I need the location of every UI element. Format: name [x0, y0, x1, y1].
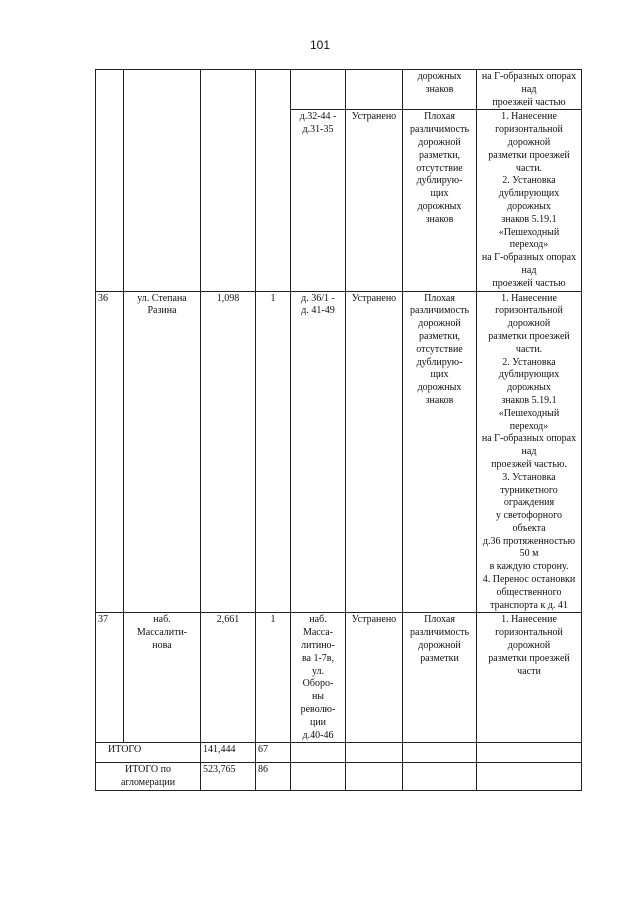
page-number: 101 [309, 38, 331, 52]
cell-length: 1,098 [201, 291, 256, 613]
cell-empty [403, 763, 477, 791]
cell-count: 1 [256, 613, 291, 743]
total-count: 86 [256, 763, 291, 791]
total-label: ИТОГО [96, 743, 201, 763]
cell-status: Устранено [346, 291, 403, 613]
cell-count [256, 70, 291, 292]
cell-section: наб. Масса- литино- ва 1-7в, ул. Оборо- ны револю- ции д.40-46 [291, 613, 346, 743]
table-row [96, 70, 582, 110]
cell-section: д. 36/1 - д. 41-49 [291, 291, 346, 613]
cell-count: 1 [256, 291, 291, 613]
cell-section [291, 70, 346, 110]
total-length: 141,444 [201, 743, 256, 763]
cell-street [124, 70, 201, 292]
cell-empty [477, 763, 582, 791]
cell-reason: Плохая различимость дорожной разметки, отсутствие дублирую- щих дорожных знаков [403, 110, 477, 291]
cell-street: наб. Массалити- нова [124, 613, 201, 743]
cell-no [96, 70, 124, 292]
cell-reason: Плохая различимость дорожной разметки [403, 613, 477, 743]
table-row [96, 613, 582, 743]
cell-reason: Плохая различимость дорожной разметки, отсутствие дублирую- щих дорожных знаков [403, 291, 477, 613]
accident-sites-table [95, 69, 582, 791]
cell-no: 36 [96, 291, 124, 613]
table-row [96, 291, 582, 613]
cell-measures: 1. Нанесение горизонтальной дорожной разметки проезжей части. 2. Установка дублирующих дорожных знаков 5.19.1 «Пешеходный переход» на Г-образных опорах над проезжей частью [477, 110, 582, 291]
cell-length: 2,661 [201, 613, 256, 743]
cell-empty [291, 743, 346, 763]
cell-measures: 1. Нанесение горизонтальной дорожной разметки проезжей части [477, 613, 582, 743]
cell-status: Устранено [346, 110, 403, 291]
cell-status [346, 70, 403, 110]
cell-length [201, 70, 256, 292]
cell-measures: 1. Нанесение горизонтальной дорожной разметки проезжей части. 2. Установка дублирующих дорожных знаков 5.19.1 «Пешеходный переход» на Г-образных опорах над проезжей частью. 3. Установка турникетного ограждения у светофорного объекта д.36 протяженностью 50 м в каждую сторону. 4. Перенос остановки общественного транспорта к д. 41 [477, 291, 582, 613]
cell-street: ул. Степана Разина [124, 291, 201, 613]
cell-section: д.32-44 - д.31-35 [291, 110, 346, 291]
total-length: 523,765 [201, 763, 256, 791]
cell-no: 37 [96, 613, 124, 743]
total-row [96, 763, 582, 791]
total-count: 67 [256, 743, 291, 763]
cell-empty [291, 763, 346, 791]
cell-reason: дорожных знаков [403, 70, 477, 110]
cell-empty [346, 763, 403, 791]
cell-empty [477, 743, 582, 763]
cell-empty [346, 743, 403, 763]
total-label: ИТОГО по агломерации [96, 763, 201, 791]
total-row [96, 743, 582, 763]
cell-measures: на Г-образных опорах над проезжей частью [477, 70, 582, 110]
cell-status: Устранено [346, 613, 403, 743]
cell-empty [403, 743, 477, 763]
